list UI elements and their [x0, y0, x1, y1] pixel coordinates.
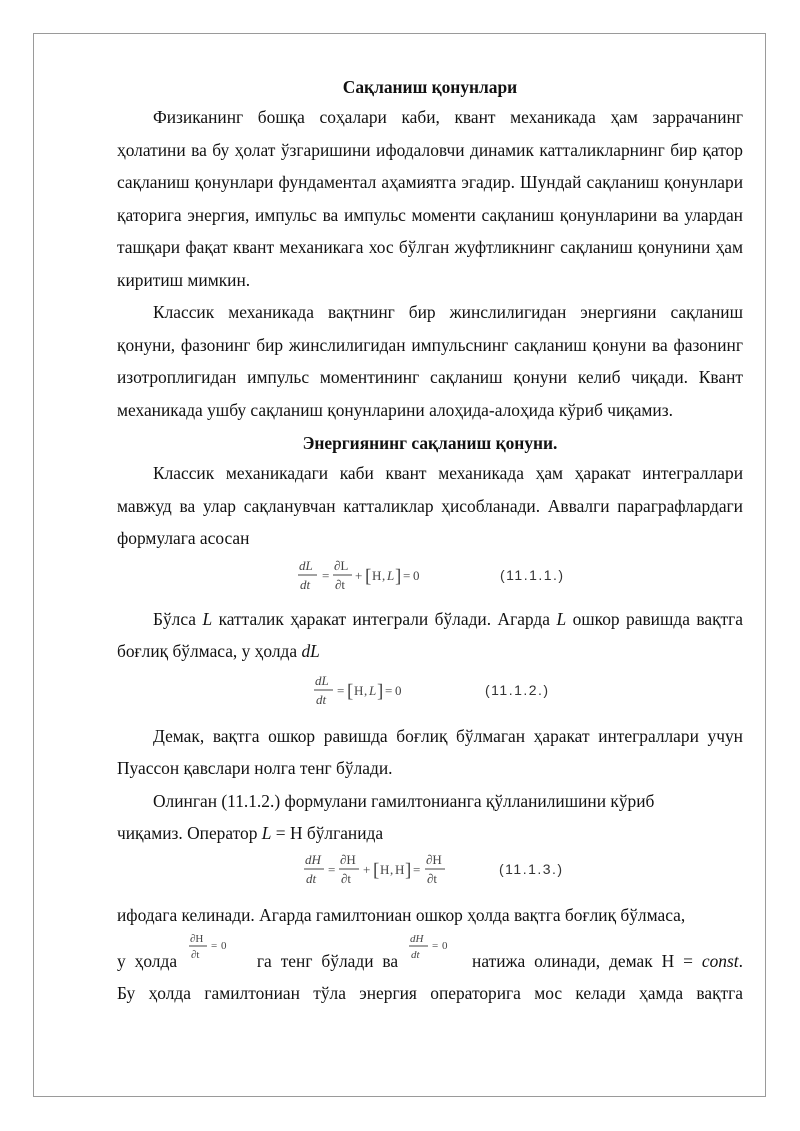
paragraph-5: Демак, вақтга ошкор равишда боғлиқ бўлмаган ҳаракат интеграллари учун Пуассон қавслари нолга тенг бўлади.	[117, 725, 743, 778]
svg-text:dt: dt	[300, 576, 311, 592]
equation-11-1-1	[117, 555, 743, 601]
svg-text:0: 0	[395, 682, 402, 698]
svg-text:0: 0	[220, 940, 227, 952]
section-subtitle: Энергиянинг сақланиш қонуни.	[302, 433, 558, 453]
svg-text:∂t: ∂t	[341, 870, 352, 886]
svg-text:,: ,	[364, 682, 368, 698]
page-title: Сақланиш қонунлари	[342, 77, 518, 97]
svg-text:∂H: ∂H	[426, 851, 442, 867]
svg-text:∂t: ∂t	[190, 949, 200, 961]
svg-text:[: [	[373, 859, 380, 881]
svg-text:dL: dL	[315, 672, 329, 688]
svg-text:dH: dH	[410, 933, 424, 945]
equation-number: (11.1.3.)	[499, 860, 564, 877]
paragraph-4: Бўлса L катталик ҳаракат интеграли бўлади. Агарда L ошкор равишда вақтга боғлиқ бўлмаса, у ҳолда dL	[117, 608, 744, 661]
svg-text:dH: dH	[305, 851, 321, 867]
svg-text:=: =	[403, 567, 411, 583]
paragraph-6-line-1: Олинган (11.1.2.) формулани гамилтонианга қўлланилишини кўриб	[153, 790, 655, 811]
document-page	[117, 73, 743, 1010]
svg-text:dt: dt	[316, 691, 327, 707]
svg-text:,: ,	[382, 567, 386, 583]
svg-text:∂L: ∂L	[334, 557, 349, 573]
svg-text:dt: dt	[306, 870, 317, 886]
svg-text:=: =	[413, 861, 421, 877]
svg-text:[: [	[365, 565, 372, 587]
paragraph-6-line-2: чиқамиз. Оператор L = Н бўлганида	[117, 822, 384, 843]
equation-11-1-1-formula	[297, 555, 437, 599]
equation-11-1-3	[117, 849, 743, 897]
svg-text:=: =	[385, 682, 393, 698]
svg-text:]: ]	[377, 680, 384, 702]
svg-text:L: L	[387, 567, 395, 583]
svg-text:]: ]	[395, 565, 402, 587]
paragraph-7: ифодага келинади. Агарда гамилтониан ошкор ҳолда вақтга боғлиқ бўлмаса,	[117, 904, 686, 925]
svg-text:+: +	[355, 567, 363, 583]
svg-text:+: +	[363, 861, 371, 877]
svg-text:=: =	[328, 861, 336, 877]
equation-11-1-2-formula	[313, 670, 413, 714]
svg-text:L: L	[369, 682, 377, 698]
svg-text:,: ,	[390, 861, 394, 877]
partial-h-partial-t-formula	[186, 931, 248, 963]
paragraph-8: у ҳолда ∂H ∂t = 0 га тенг бўлади ва dH dt = 0 натижа олинади, демак Н = const.	[117, 933, 743, 971]
equation-11-1-3-formula	[303, 849, 453, 895]
svg-text:0: 0	[442, 940, 448, 952]
svg-text:]: ]	[405, 859, 412, 881]
svg-text:∂H: ∂H	[340, 851, 356, 867]
svg-text:H: H	[354, 682, 364, 698]
svg-text:=: =	[210, 940, 218, 952]
paragraph-2: Классик механикада вақтнинг бир жинслилигидан энергияни сақланиш қонуни, фазонинг бир жинслилигидан импульснинг сақланиш қонуни ва фазонинг изотроплигидан импульс моментининг сақланиш қонуни келиб чиқади. Квант механикада ушбу сақланиш қонунларини алоҳида-алоҳида кўриб чиқамиз.	[117, 302, 743, 420]
svg-text:=: =	[432, 940, 439, 952]
paragraph-3: Классик механикадаги каби квант механикада ҳам ҳаракат интеграллари мавжуд ва улар сақланувчан катталиклар ҳисобланади. Аввалги параграфлардаги формулага асосан	[117, 463, 743, 548]
svg-text:∂t: ∂t	[427, 870, 438, 886]
svg-text:dL: dL	[299, 557, 313, 573]
svg-text:H: H	[380, 861, 390, 877]
svg-text:=: =	[322, 567, 330, 583]
svg-text:H: H	[372, 567, 382, 583]
svg-text:0: 0	[413, 567, 420, 583]
equation-number: (11.1.1.)	[500, 566, 565, 583]
svg-text:dt: dt	[411, 949, 420, 961]
svg-text:[: [	[347, 680, 354, 702]
paragraph-1: Физиканинг бошқа соҳалари каби, квант механикада ҳам заррачанинг ҳолатини ва бу ҳолат ўзгаришини ифодаловчи динамик катталикларнинг бир қатор сақланиш қонунлари фундаментал аҳамиятга эгадир. Шундай сақланиш қонунлари қаторига энергия, импульс ва импульс моменти сақланиш қонунларини ва улардан ташқари фақат квант механикага хос бўлган жуфтликнинг сақланиш қонунини ҳам киритиш мимкин.	[117, 107, 743, 290]
dh-dt-formula	[407, 931, 463, 963]
svg-text:∂t: ∂t	[335, 576, 346, 592]
equation-number: (11.1.2.)	[485, 681, 550, 698]
paragraph-9: Бу ҳолда гамилтониан тўла энергия операторига мос келади ҳамда вақтга	[117, 983, 743, 1003]
svg-text:∂H: ∂H	[189, 933, 204, 945]
svg-text:=: =	[337, 682, 345, 698]
equation-11-1-2	[117, 670, 743, 716]
svg-text:H: H	[395, 861, 405, 877]
